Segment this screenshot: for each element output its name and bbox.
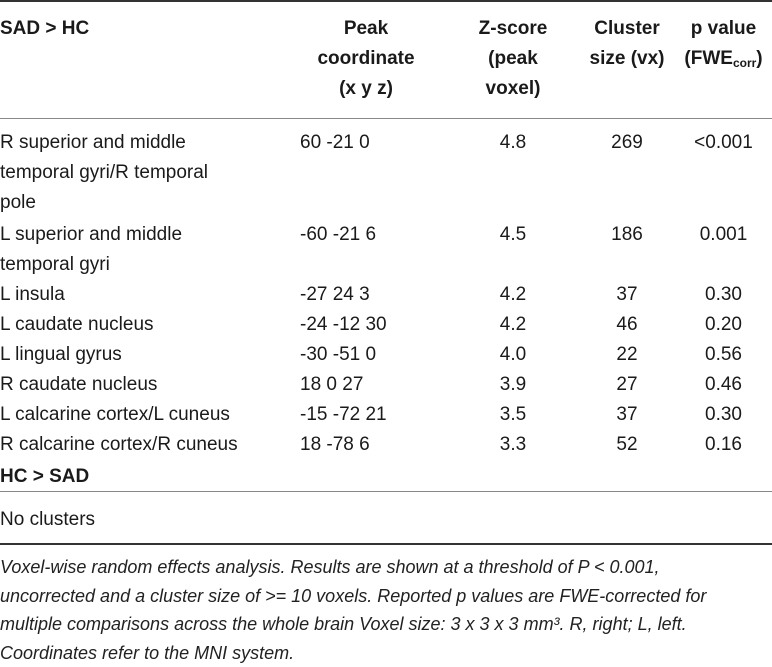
- table-top-rule: [0, 0, 772, 2]
- header-z-score: Z-score (peak voxel): [478, 18, 548, 99]
- table-row-region: L lingual gyrus: [0, 344, 122, 365]
- table-row-coord: 18 -78 6: [300, 434, 370, 455]
- section-title-hc-sad: HC > SAD: [0, 466, 90, 487]
- table-row-coord: -60 -21 6: [300, 224, 377, 245]
- table-row-p: 0.20: [705, 314, 742, 335]
- header-cluster-size: Cluster size (vx): [589, 18, 665, 69]
- table-row-region: R calcarine cortex/R cuneus: [0, 434, 238, 455]
- table-row-region: L caudate nucleus: [0, 314, 154, 335]
- header-peak-coordinate: Peak coordinate (x y z): [317, 18, 415, 99]
- table-row-p: <0.001: [694, 132, 753, 153]
- table-row-coord: 60 -21 0: [300, 132, 370, 153]
- table-row-region: L calcarine cortex/L cuneus: [0, 404, 230, 425]
- table-row-p: 0.56: [705, 344, 742, 365]
- table-row-z: 4.2: [499, 314, 527, 335]
- table-row-region: L insula: [0, 284, 65, 305]
- table-row-size: 269: [611, 132, 643, 153]
- table-row-size: 22: [616, 344, 638, 365]
- table-row-region: R superior and middle temporal gyri/R temporal pole: [0, 132, 209, 213]
- table-row-coord: -30 -51 0: [300, 344, 377, 365]
- table-row-p: 0.001: [699, 224, 748, 245]
- table-row-size: 52: [616, 434, 638, 455]
- table-row-size: 37: [616, 404, 638, 425]
- header-p-value: p value $(FWE_{corr})$: [684, 18, 763, 70]
- table-row-z: 4.5: [499, 224, 527, 245]
- table-row-z: 3.9: [499, 374, 527, 395]
- table-bottom-rule: [0, 543, 772, 545]
- no-clusters-text: No clusters: [0, 509, 96, 530]
- table-row-p: 0.30: [705, 404, 742, 425]
- header-comparison: SAD > HC: [0, 18, 90, 39]
- table-row-coord: -15 -72 21: [300, 404, 387, 425]
- table-row-size: 37: [616, 284, 638, 305]
- table-row-p: 0.46: [705, 374, 742, 395]
- table-row-z: 3.5: [499, 404, 527, 425]
- table-row-z: 4.2: [499, 284, 527, 305]
- table-row-size: 186: [611, 224, 643, 245]
- table-row-z: 4.8: [499, 132, 527, 153]
- header-rule: [0, 118, 772, 119]
- table-row-coord: -27 24 3: [300, 284, 370, 305]
- table-row-p: 0.30: [705, 284, 742, 305]
- table-row-size: 46: [616, 314, 638, 335]
- table-row-coord: 18 0 27: [300, 374, 364, 395]
- table-row-region: L superior and middle temporal gyri: [0, 224, 183, 275]
- table-row-region: R caudate nucleus: [0, 374, 158, 395]
- table-row-p: 0.16: [705, 434, 742, 455]
- section-rule: [0, 491, 772, 492]
- table-row-z: 4.0: [499, 344, 527, 365]
- table-row-z: 3.3: [499, 434, 527, 455]
- table-row-coord: -24 -12 30: [300, 314, 387, 335]
- table-footnote: Voxel-wise random effects analysis. Results are shown at a threshold of P < 0.001, uncorrected and a cluster size of >= 10 voxels. Reported p values are FWE-corrected for multiple comparisons across the whole brain Voxel size: 3 x 3 x 3 mm³. R, right; L, left. Coordinates refer to the MNI system.: [0, 557, 707, 663]
- table-row-size: 27: [616, 374, 638, 395]
